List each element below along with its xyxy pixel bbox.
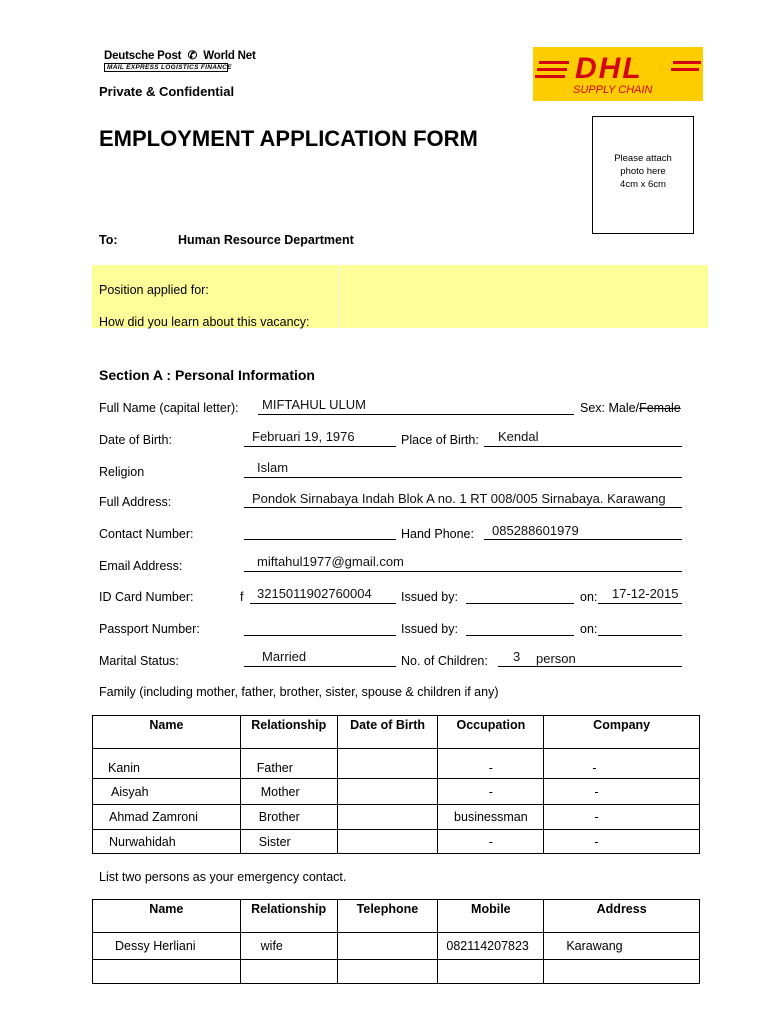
family-label: Family (including mother, father, brother, sister, spouse & children if any) <box>99 685 499 699</box>
family-table-header <box>93 716 700 749</box>
email-value: miftahul1977@gmail.com <box>257 554 404 569</box>
emergency-table-header <box>93 900 700 933</box>
passport-on-label: on: <box>580 622 598 636</box>
column-header: Date of Birth <box>337 716 438 749</box>
passport-label: Passport Number: <box>99 622 200 636</box>
dob-label: Date of Birth: <box>99 433 172 447</box>
column-header: Mobile <box>438 900 544 933</box>
emergency-contact-label: List two persons as your emergency contact. <box>99 870 347 884</box>
children-label: No. of Children: <box>401 654 488 668</box>
table-row: Dessy Herliani wife 082114207823 Karawang <box>93 933 700 960</box>
email-label: Email Address: <box>99 559 183 573</box>
vacancy-source-label: How did you learn about this vacancy: <box>99 315 310 329</box>
family-table <box>92 715 700 854</box>
id-on-value: 17-12-2015 <box>612 586 679 601</box>
column-header: Occupation <box>438 716 544 749</box>
contact-number-label: Contact Number: <box>99 527 194 541</box>
table-row <box>93 960 700 984</box>
id-card-value: 3215011902760004 <box>257 586 372 601</box>
hand-phone-label: Hand Phone: <box>401 527 474 541</box>
column-header: Company <box>544 716 700 749</box>
full-name-label: Full Name (capital letter): <box>99 401 239 415</box>
column-header: Name <box>93 716 241 749</box>
section-a-title: Section A : Personal Information <box>99 367 315 383</box>
pob-label: Place of Birth: <box>401 433 479 447</box>
marital-status-label: Marital Status: <box>99 654 179 668</box>
children-count: 3 <box>513 649 521 664</box>
emergency-table <box>92 899 700 984</box>
table-row: Ahmad Zamroni Brother businessman - <box>93 805 700 830</box>
page-title: EMPLOYMENT APPLICATION FORM <box>99 126 478 151</box>
to-label: To: <box>99 233 118 247</box>
column-header: Relationship <box>240 900 337 933</box>
to-value: Human Resource Department <box>178 233 354 247</box>
id-on-label: on: <box>580 590 598 604</box>
address-value: Pondok Sirnabaya Indah Blok A no. 1 RT 008/005 Sirnabaya. Karawang <box>252 491 666 506</box>
column-header: Relationship <box>240 716 337 749</box>
id-card-label: ID Card Number: <box>99 590 194 604</box>
photo-box: Please attach photo here 4cm x 6cm <box>592 116 694 234</box>
column-header: Address <box>544 900 700 933</box>
position-applied-label: Position applied for: <box>99 283 209 297</box>
table-row: Aisyah Mother - - <box>93 779 700 805</box>
confidential-label: Private & Confidential <box>99 84 235 99</box>
address-label: Full Address: <box>99 495 172 509</box>
religion-label: Religion <box>99 465 145 479</box>
id-issued-by-label: Issued by: <box>401 590 458 604</box>
id-card-prefix: f <box>240 590 244 604</box>
passport-issued-by-label: Issued by: <box>401 622 458 636</box>
dhl-logo: DHL SUPPLY CHAIN <box>533 47 703 101</box>
pob-value: Kendal <box>498 429 539 444</box>
full-name-value: MIFTAHUL ULUM <box>262 397 366 412</box>
column-header: Telephone <box>337 900 438 933</box>
deutsche-post-tagline: MAIL EXPRESS LOGISTICS FINANCE <box>104 63 228 72</box>
post-horn-icon: ✆ <box>187 50 198 62</box>
table-row: Kanin Father - - <box>93 749 700 779</box>
table-row: Nurwahidah Sister - - <box>93 830 700 854</box>
hand-phone-value: 085288601979 <box>492 523 579 538</box>
marital-status-value: Married <box>262 649 307 664</box>
sex-field: Sex: Male/Female <box>580 401 681 415</box>
dob-value: Februari 19, 1976 <box>252 429 355 444</box>
column-header: Name <box>93 900 241 933</box>
religion-value: Islam <box>257 460 289 475</box>
deutsche-post-logo: Deutsche Post ✆ World Net <box>104 50 256 62</box>
children-unit: person <box>536 651 576 666</box>
